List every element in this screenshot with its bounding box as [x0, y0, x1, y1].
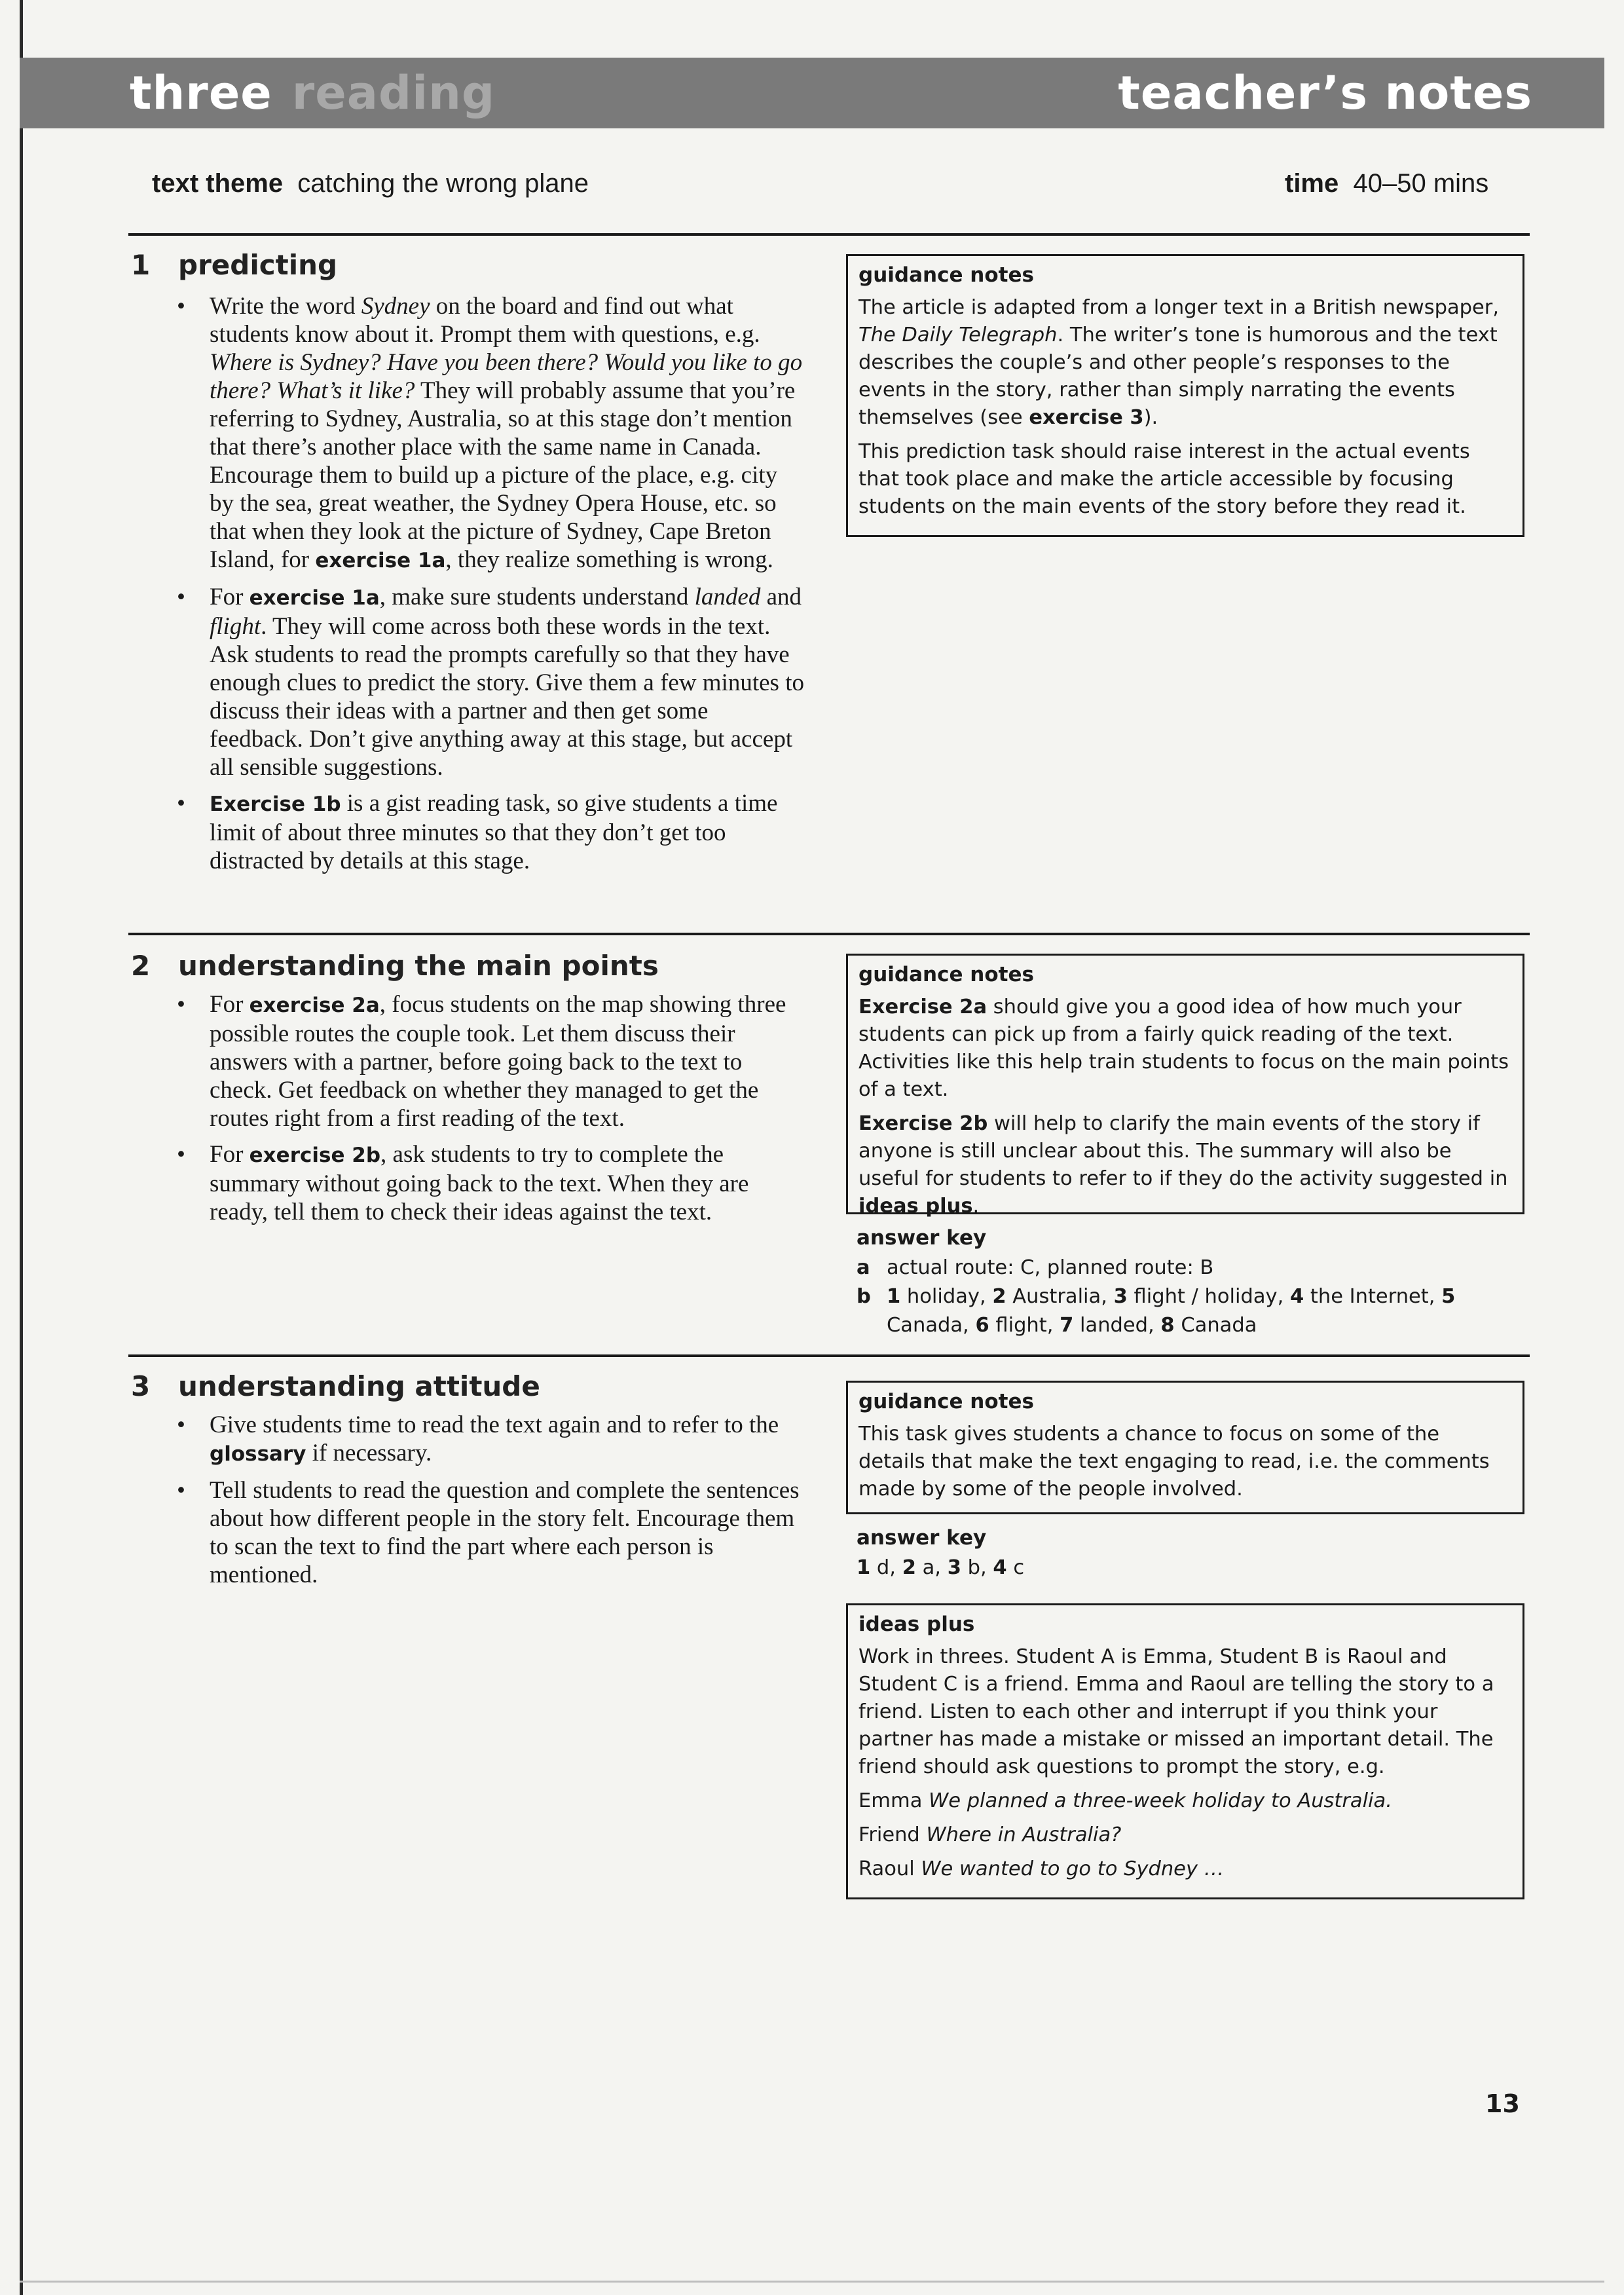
italic-text: Where in Australia? — [926, 1823, 1122, 1846]
bullet-item: • For exercise 2a, focus students on the map showing three possible routes the couple took. Let them discuss their answers with a partner, before going back to the text to check. Get feedback on whether they managed to get the routes right from a first reading of the text. — [177, 990, 805, 1132]
italic-text: The Daily Telegraph — [858, 324, 1058, 346]
page-number: 13 — [1485, 2089, 1520, 2118]
rule-3 — [128, 1354, 1530, 1357]
answer-row: b 1 holiday, 2 Australia, 3 flight / holiday, 4 the Internet, 5 Canada, 6 flight, 7 landed, 8 Canada — [857, 1285, 1456, 1337]
header-banner — [20, 58, 1604, 128]
bold-text: Exercise 2b — [858, 1112, 988, 1135]
bold-text: exercise 2a — [249, 994, 380, 1017]
bold-text: 1 — [887, 1285, 901, 1308]
unit-subtitle: reading — [291, 66, 496, 120]
binding-edge — [20, 0, 23, 2295]
bold-text: exercise 3 — [1029, 406, 1144, 429]
dialogue-line: Emma We planned a three-week holiday to Australia. — [858, 1789, 1392, 1812]
bold-text: exercise 1a — [249, 586, 380, 610]
bold-text: glossary — [210, 1442, 306, 1466]
box-title: guidance notes — [858, 263, 1034, 287]
bold-text: 8 — [1160, 1314, 1175, 1337]
bold-text: Exercise 2a — [858, 996, 987, 1018]
bottom-edge — [20, 2281, 1604, 2283]
italic-text: flight — [210, 613, 261, 640]
bullet-item: • For exercise 2b, ask students to try to complete the summary without going back to the text. When they are ready, tell them to check their ideas against the text. — [177, 1140, 805, 1226]
answer-key-title: answer key — [857, 1226, 987, 1250]
section-label: teacher’s notes — [1118, 66, 1532, 120]
italic-text: We wanted to go to Sydney … — [921, 1857, 1225, 1880]
box-paragraph: This prediction task should raise interest in the actual events that took place and make the article accessible by focusing students on the main events of the story before they read it. — [858, 440, 1470, 518]
dialogue-line: Friend Where in Australia? — [858, 1823, 1122, 1846]
bold-text: 5 — [1441, 1285, 1456, 1308]
bold-text: Exercise 1b — [210, 793, 341, 816]
italic-text: Where is Sydney? Have you been there? Would you like to go there? What’s it like? — [210, 349, 803, 404]
bold-text: 3 — [1113, 1285, 1128, 1308]
bullet-item: • Write the word Sydney on the board and find out what students know about it. Prompt them with questions, e.g. Where is Sydney? Have you been there? Would you like to go there? What’s it like? They will probably assume that you’re referring to Sydney, Australia, so at this stage don’t mention that there’s another place with the same name in Canada. Encourage them to build up a picture of the place, e.g. city by the sea, great weather, the Sydney Opera House, etc. so that when they look at the picture of Sydney, Cape Breton Island, for exercise 1a, they realize something is wrong. — [177, 292, 805, 575]
bold-text: exercise 1a — [315, 549, 446, 572]
bold-text: 4 — [1289, 1285, 1304, 1308]
answer-key-3 — [857, 1523, 1524, 1582]
bold-text: 2 — [902, 1556, 916, 1579]
section-3-bullets — [177, 1411, 805, 1597]
section-3-heading: 3 understanding attitude — [131, 1370, 540, 1402]
ideas-plus-box — [846, 1603, 1524, 1899]
answer-key-title: answer key — [857, 1526, 987, 1550]
italic-text: We planned a three-week holiday to Australia. — [929, 1789, 1392, 1812]
italic-text: Sydney — [361, 293, 430, 320]
dialogue-line: Raoul We wanted to go to Sydney … — [858, 1857, 1225, 1880]
answer-row: a actual route: C, planned route: B — [857, 1256, 1214, 1279]
answer-line: 1 d, 2 a, 3 b, 4 c — [857, 1556, 1025, 1579]
bold-text: 6 — [975, 1314, 989, 1337]
section-2-heading: 2 understanding the main points — [131, 950, 659, 982]
guidance-notes-box-3 — [846, 1381, 1524, 1514]
box-paragraph: Exercise 2b will help to clarify the main events of the story if anyone is still unclear about this. The summary will also be useful for students to refer to if they do the activity suggested in ideas plus. — [858, 1112, 1508, 1218]
section-1-heading: 1 predicting — [131, 249, 338, 281]
box-paragraph: Work in threes. Student A is Emma, Student B is Raoul and Student C is a friend. Emma and Raoul are telling the story to a friend. Listen to each other and interrupt if you think your partner has made a mistake or missed an important detail. The friend should ask questions to prompt the story, e.g. — [858, 1645, 1494, 1778]
box-title: ideas plus — [858, 1613, 975, 1636]
bullet-item: • Give students time to read the text again and to refer to the glossary if necessary. — [177, 1411, 805, 1468]
bold-text: 7 — [1060, 1314, 1074, 1337]
box-paragraph: Exercise 2a should give you a good idea of how much your students can pick up from a fairly quick reading of the text. Activities like this help train students to focus on the main points of a text. — [858, 996, 1509, 1101]
text-theme: text theme catching the wrong plane — [152, 169, 589, 198]
guidance-notes-box-2 — [846, 954, 1524, 1218]
italic-text: landed — [694, 584, 761, 610]
unit-title: three reading — [130, 66, 496, 120]
guidance-notes-box-1 — [846, 254, 1524, 537]
bold-text: exercise 2b — [249, 1144, 381, 1167]
box-title: guidance notes — [858, 963, 1034, 986]
answer-key-2 — [857, 1223, 1524, 1340]
box-paragraph: The article is adapted from a longer text in a British newspaper, The Daily Telegraph. The writer’s tone is humorous and the text describes the couple’s and other people’s responses to the events in the story, rather than simply narrating the events themselves (see exercise 3). — [858, 296, 1500, 429]
bullet-item: • For exercise 1a, make sure students understand landed and flight. They will come across both these words in the text. Ask students to read the prompts carefully so that they have enough clues to predict the story. Give them a few minutes to discuss their ideas with a partner and then get some feedback. Don’t give anything away at this stage, but accept all sensible suggestions. — [177, 583, 805, 781]
section-2-bullets — [177, 990, 805, 1234]
lesson-time: time 40–50 mins — [1285, 169, 1489, 198]
box-paragraph: This task gives students a chance to focus on some of the details that make the text engaging to read, i.e. the comments made by some of the people involved. — [858, 1423, 1490, 1501]
bold-text: 2 — [992, 1285, 1006, 1308]
section-1-bullets — [177, 292, 805, 883]
bold-text: 3 — [947, 1556, 961, 1579]
rule-1 — [128, 233, 1530, 236]
bold-text: 4 — [993, 1556, 1007, 1579]
bullet-item: • Tell students to read the question and complete the sentences about how different people in the story felt. Encourage them to scan the text to find the part where each person is mentioned. — [177, 1476, 805, 1589]
rule-2 — [128, 933, 1530, 935]
bullet-item: • Exercise 1b is a gist reading task, so give students a time limit of about three minutes so that they don’t get too distracted by details at this stage. — [177, 789, 805, 875]
bold-text: 1 — [857, 1556, 871, 1579]
box-title: guidance notes — [858, 1390, 1034, 1413]
bold-text: ideas plus — [858, 1195, 973, 1218]
